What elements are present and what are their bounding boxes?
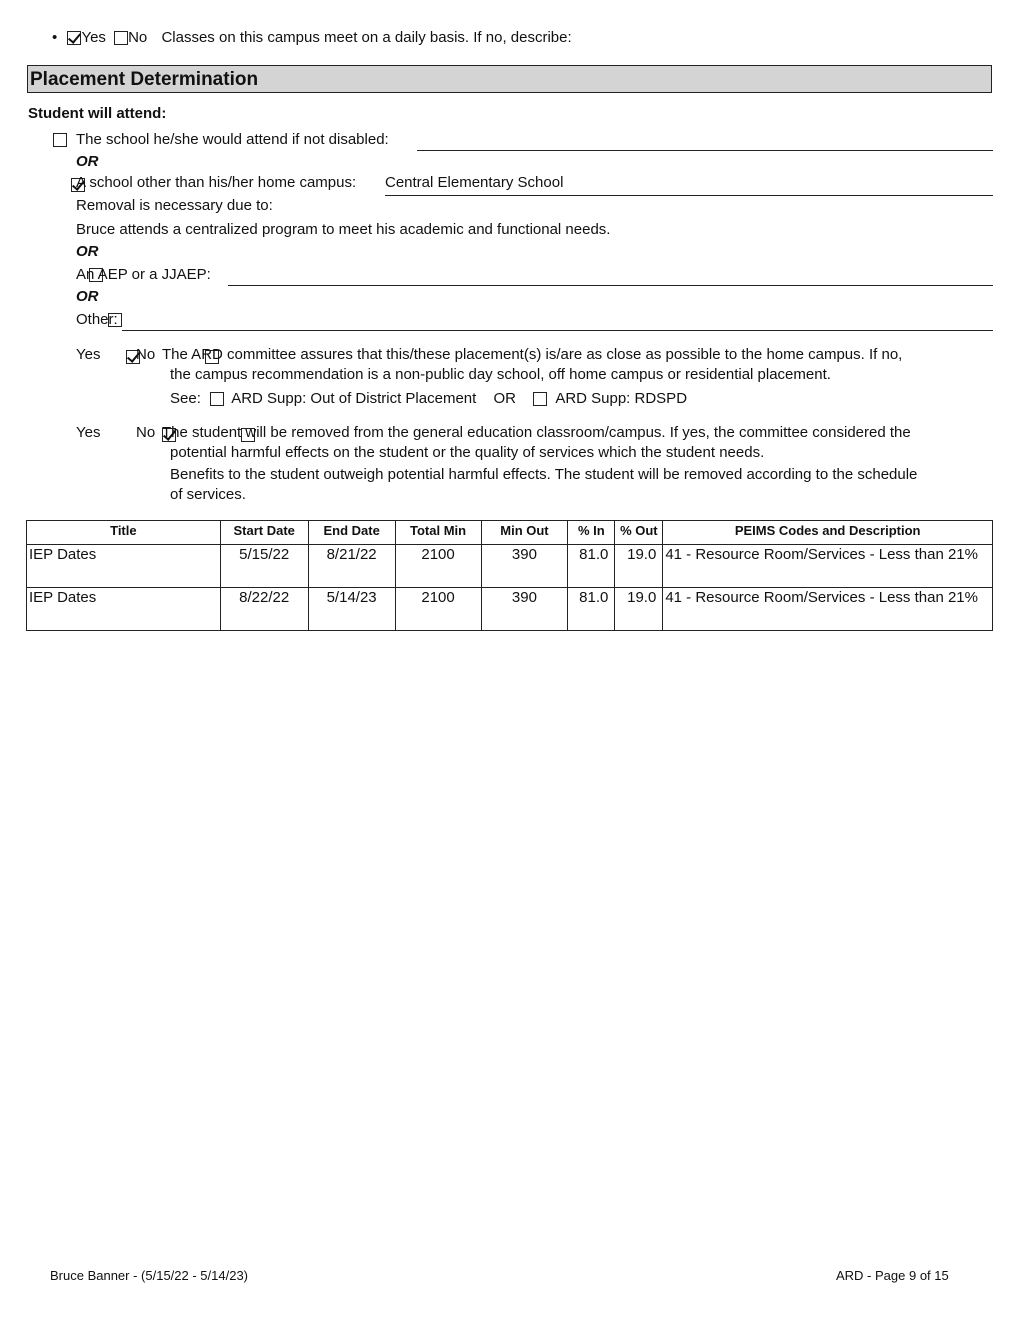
table-header-row xyxy=(27,521,993,545)
assure-no-label: No xyxy=(136,346,156,363)
attend-opt1-label: The school he/she would attend if not disabled: xyxy=(76,131,389,148)
classes-daily-no-checkbox[interactable] xyxy=(114,31,128,45)
cell-end-date: 5/14/23 xyxy=(308,588,395,631)
classes-daily-text: Classes on this campus meet on a daily basis. If no, describe: xyxy=(161,29,572,46)
attend-heading: Student will attend: xyxy=(28,105,167,122)
classes-daily-no-label: No xyxy=(128,29,148,46)
col-title-header: Title xyxy=(27,521,221,545)
supp-rdspd-checkbox[interactable] xyxy=(533,392,547,406)
col-total-min-header: Total Min xyxy=(395,521,481,545)
table-row xyxy=(27,588,993,631)
assure-or-label: OR xyxy=(493,390,516,407)
supp-out-of-district-label: ARD Supp: Out of District Placement xyxy=(231,390,477,407)
attend-opt3-label: An AEP or a JJAEP: xyxy=(76,266,211,283)
cell-title: IEP Dates xyxy=(27,545,221,588)
supp-rdspd-label: ARD Supp: RDSPD xyxy=(555,390,688,407)
section-title: Placement Determination xyxy=(30,69,259,90)
classes-daily-yes-checkbox[interactable] xyxy=(67,31,81,45)
col-start-date-header: Start Date xyxy=(220,521,308,545)
services-table xyxy=(26,520,993,631)
col-end-date-header: End Date xyxy=(308,521,395,545)
col-min-out-header: Min Out xyxy=(481,521,568,545)
cell-total-min: 2100 xyxy=(395,545,481,588)
supp-out-of-district-checkbox[interactable] xyxy=(210,392,224,406)
assure-text-line2: the campus recommendation is a non-public day school, off home campus or residential placement. xyxy=(170,366,831,383)
cell-start-date: 5/15/22 xyxy=(220,545,308,588)
removed-yes-label: Yes xyxy=(76,424,101,441)
attend-opt1-field[interactable] xyxy=(417,150,993,151)
classes-daily-yes-label: Yes xyxy=(81,29,106,46)
assure-see-label: See: xyxy=(170,390,201,407)
footer-page-number: ARD - Page 9 of 15 xyxy=(836,1268,949,1283)
removed-text-line2: potential harmful effects on the student or the quality of services which the student needs. xyxy=(170,444,765,461)
removal-label: Removal is necessary due to: xyxy=(76,197,273,214)
cell-min-out: 390 xyxy=(481,588,568,631)
cell-end-date: 8/21/22 xyxy=(308,545,395,588)
removal-value: Bruce attends a centralized program to meet his academic and functional needs. xyxy=(76,221,611,238)
removed-text-line4: of services. xyxy=(170,486,246,503)
col-peims-header: PEIMS Codes and Description xyxy=(663,521,993,545)
attend-opt1-checkbox[interactable] xyxy=(53,133,67,147)
or-label-2: OR xyxy=(76,243,99,260)
removed-text-line3: Benefits to the student outweigh potential harmful effects. The student will be removed according to the schedule xyxy=(170,466,918,483)
footer-student: Bruce Banner - (5/15/22 - 5/14/23) xyxy=(50,1268,249,1283)
col-pct-out-header: % Out xyxy=(615,521,663,545)
cell-pct-in: 81.0 xyxy=(568,545,615,588)
assure-see-row xyxy=(170,390,687,407)
attend-opt4-field[interactable] xyxy=(122,330,993,331)
attend-opt2-label: A school other than his/her home campus: xyxy=(76,174,357,191)
cell-pct-in: 81.0 xyxy=(568,588,615,631)
assure-text-line1: The ARD committee assures that this/these placement(s) is/are as close as possible to the home campus. If no, xyxy=(162,346,903,363)
bullet: • xyxy=(52,29,58,46)
or-label-3: OR xyxy=(76,288,99,305)
cell-peims: 41 - Resource Room/Services - Less than 21% xyxy=(663,588,993,631)
cell-title: IEP Dates xyxy=(27,588,221,631)
cell-pct-out: 19.0 xyxy=(615,545,663,588)
col-pct-in-header: % In xyxy=(568,521,615,545)
section-header xyxy=(27,65,992,93)
classes-daily-row xyxy=(52,29,572,46)
removed-text-line1: The student will be removed from the general education classroom/campus. If yes, the committee considered the xyxy=(162,424,911,441)
attend-opt4-label: Other: xyxy=(76,311,118,328)
cell-peims: 41 - Resource Room/Services - Less than 21% xyxy=(663,545,993,588)
attend-opt2-field xyxy=(385,195,993,196)
cell-min-out: 390 xyxy=(481,545,568,588)
assure-yes-label: Yes xyxy=(76,346,101,363)
attend-opt3-field[interactable] xyxy=(228,285,993,286)
table-row xyxy=(27,545,993,588)
attend-opt2-value[interactable]: Central Elementary School xyxy=(385,174,564,191)
cell-total-min: 2100 xyxy=(395,588,481,631)
or-label-1: OR xyxy=(76,153,99,170)
cell-start-date: 8/22/22 xyxy=(220,588,308,631)
cell-pct-out: 19.0 xyxy=(615,588,663,631)
removed-no-label: No xyxy=(136,424,156,441)
